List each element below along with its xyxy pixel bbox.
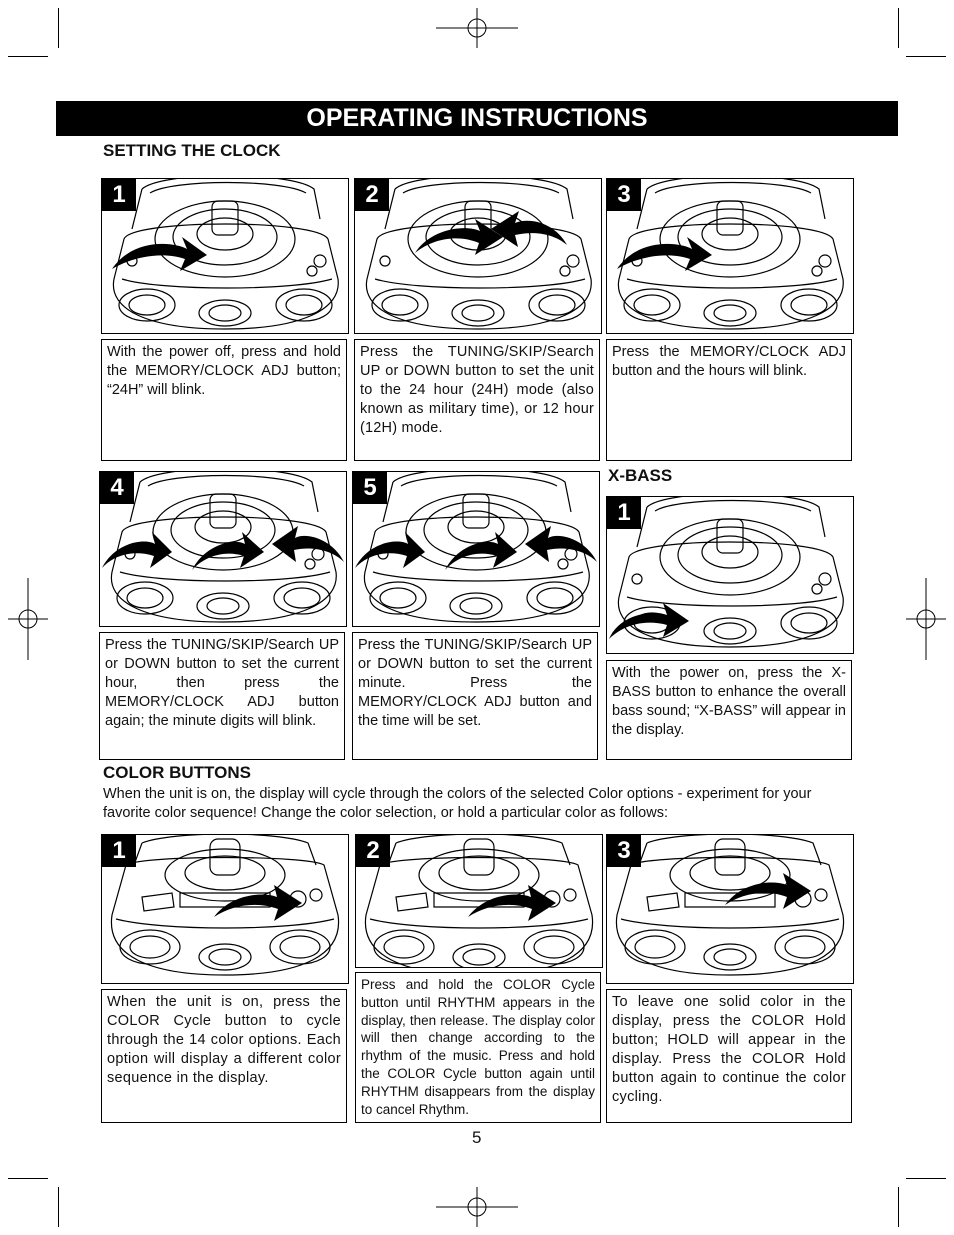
step-number: 1	[102, 179, 136, 211]
arrow-icon	[112, 237, 207, 271]
registration-mark	[436, 8, 518, 48]
boombox-illustration	[102, 179, 348, 333]
instruction-color-step-1: When the unit is on, press the COLOR Cycle button to cycle through the 14 color options. Each option will display a different color sequence in the display.	[101, 989, 347, 1123]
crop-mark	[8, 56, 48, 57]
instruction-clock-step-5: Press the TUNING/SKIP/Search UP or DOWN button to set the current minute. Press the MEMORY/CLOCK ADJ button and the time will be set.	[352, 632, 598, 760]
instruction-clock-step-4: Press the TUNING/SKIP/Search UP or DOWN button to set the current hour, then press the MEMORY/CLOCK ADJ button again; the minute digits will blink.	[99, 632, 345, 760]
step-number: 3	[607, 835, 641, 867]
registration-mark	[8, 578, 48, 660]
instruction-color-step-2: Press and hold the COLOR Cycle button until RHYTHM appears in the display, then release. The display color will then change according to the rhythm of the music. Press and hold the COLOR Cycle button again until RHYTHM disappears from the display to cancel Rhythm.	[355, 972, 601, 1123]
step-number: 1	[102, 835, 136, 867]
illustration-clock-step-5	[352, 471, 600, 627]
page-number: 5	[472, 1128, 482, 1147]
arrow-icon	[525, 526, 597, 562]
illustration-color-step-3	[606, 834, 854, 984]
step-number: 4	[100, 472, 134, 504]
illustration-clock-step-1	[101, 178, 349, 334]
step-number: 5	[353, 472, 387, 504]
crop-mark	[58, 8, 59, 48]
crop-mark	[906, 56, 946, 57]
section-title-xbass: X-BASS	[608, 466, 673, 485]
crop-mark	[58, 1187, 59, 1227]
boombox-illustration	[356, 835, 602, 967]
boombox-illustration	[607, 179, 853, 333]
crop-mark	[898, 8, 899, 48]
arrow-icon	[609, 603, 689, 639]
section-title-color-buttons: COLOR BUTTONS	[103, 763, 251, 782]
instruction-xbass-step-1: With the power on, press the X-BASS button to enhance the overall bass sound; “X-BASS” will appear in the display.	[606, 660, 852, 760]
page-title: OPERATING INSTRUCTIONS	[56, 101, 898, 136]
registration-mark	[436, 1187, 518, 1227]
illustration-clock-step-2	[354, 178, 602, 334]
illustration-clock-step-3	[606, 178, 854, 334]
color-buttons-intro: When the unit is on, the display will cycle through the colors of the selected Color options - experiment for your favorite color sequence! Change the color selection, or hold a particular color as follows:	[103, 786, 812, 821]
step-number: 3	[607, 179, 641, 211]
step-number: 2	[356, 835, 390, 867]
illustration-color-step-1	[101, 834, 349, 984]
boombox-illustration	[607, 835, 853, 983]
illustration-xbass-step-1	[606, 496, 854, 654]
boombox-illustration	[102, 835, 348, 983]
instruction-clock-step-1: With the power off, press and hold the MEMORY/CLOCK ADJ button; “24H” will blink.	[101, 339, 347, 461]
boombox-illustration	[607, 497, 853, 653]
registration-mark	[906, 578, 946, 660]
instruction-clock-step-2: Press the TUNING/SKIP/Search UP or DOWN button to set the unit to the 24 hour (24H) mode (also known as military time), or 12 hour (12H) mode.	[354, 339, 600, 461]
illustration-clock-step-4	[99, 471, 347, 627]
arrow-icon	[102, 532, 172, 568]
boombox-illustration	[355, 179, 601, 333]
arrow-icon	[355, 532, 425, 568]
boombox-illustration	[100, 472, 346, 626]
crop-mark	[906, 1178, 946, 1179]
instruction-color-step-3: To leave one solid color in the display, press the COLOR Hold button; HOLD will appear in the display. Press the COLOR Hold button again to continue the color cycling.	[606, 989, 852, 1123]
illustration-color-step-2	[355, 834, 603, 968]
section-title-setting-clock: SETTING THE CLOCK	[103, 141, 281, 160]
crop-mark	[8, 1178, 48, 1179]
step-number: 2	[355, 179, 389, 211]
arrow-icon	[272, 526, 344, 562]
step-number: 1	[607, 497, 641, 529]
arrow-icon	[617, 237, 712, 271]
boombox-illustration	[353, 472, 599, 626]
instruction-clock-step-3: Press the MEMORY/CLOCK ADJ button and the hours will blink.	[606, 339, 852, 461]
crop-mark	[898, 1187, 899, 1227]
